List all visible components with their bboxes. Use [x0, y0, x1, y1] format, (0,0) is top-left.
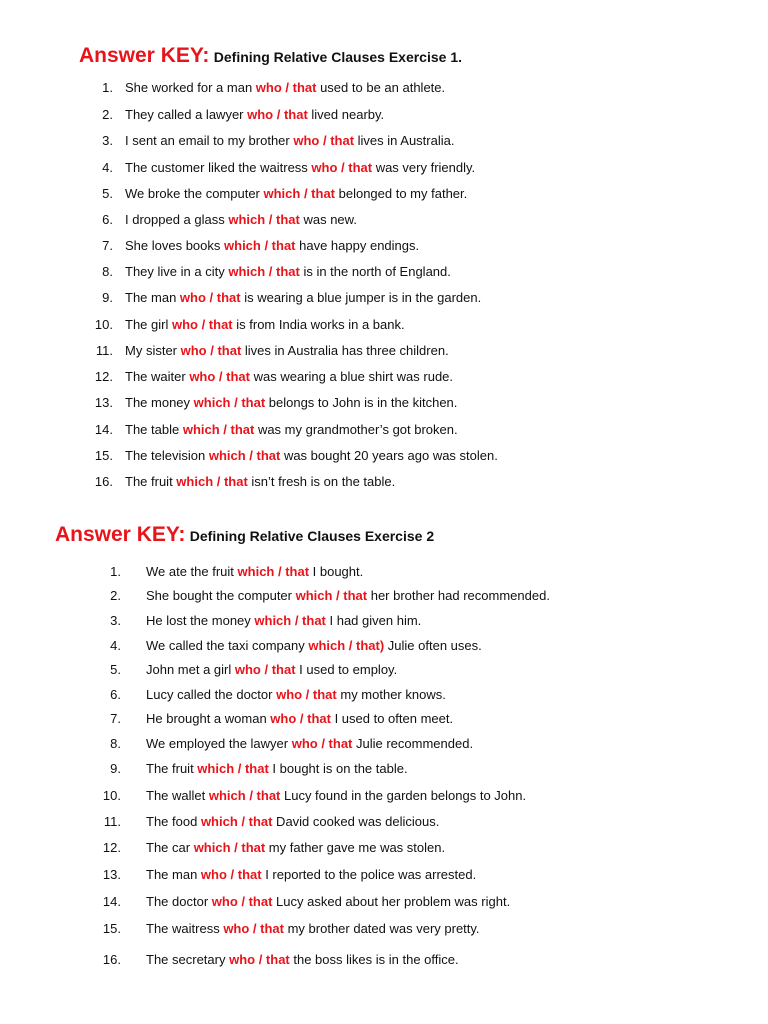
item-number: 13.: [102, 867, 121, 882]
answer-text: who / that: [211, 894, 273, 909]
sentence-end: was my grandmother’s got broken.: [254, 422, 458, 437]
answer-text: which / that: [200, 814, 273, 829]
answer-text: which / that: [228, 264, 300, 279]
answer-text: which / that: [176, 474, 248, 489]
answer-text: which / that: [197, 761, 269, 776]
sentence-end: isn’t fresh is on the table.: [247, 474, 396, 489]
answer-text: which / that: [193, 395, 266, 410]
sentence-end: is in the north of England.: [299, 264, 451, 279]
item-sentence: [146, 736, 473, 752]
sentence-start: They live in a city: [125, 264, 229, 279]
item-sentence: [146, 814, 439, 830]
item-sentence: [146, 894, 510, 910]
sentence-end: Lucy asked about her problem was right.: [272, 894, 511, 909]
answer-key-label: Answer KEY:: [79, 44, 210, 67]
sentence-start: The television: [125, 448, 209, 463]
answer-text: who / that: [200, 867, 262, 882]
answer-text: which / that: [295, 588, 368, 603]
item-sentence: [146, 921, 480, 937]
item-number: 15.: [94, 448, 113, 463]
sentence-start: The car: [146, 840, 194, 855]
answer-text: who / that: [171, 317, 233, 332]
answer-text: who / that: [179, 290, 241, 305]
item-number: 4.: [110, 638, 121, 653]
answer-text: who / that: [229, 952, 290, 967]
sentence-end: was wearing a blue shirt was rude.: [249, 369, 454, 384]
exercise2-title: Defining Relative Clauses Exercise 2: [189, 528, 435, 544]
item-sentence: [125, 343, 449, 359]
answer-text: who / that: [189, 369, 250, 384]
sentence-end: used to be an athlete.: [316, 80, 446, 95]
sentence-end: I bought.: [309, 564, 364, 579]
answer-text: which / that: [193, 840, 266, 855]
sentence-start: We called the taxi company: [146, 638, 309, 653]
item-number: 9.: [102, 290, 113, 305]
exercise2-heading: [55, 523, 434, 547]
sentence-end: my brother dated was very pretty.: [283, 921, 480, 936]
sentence-end: is wearing a blue jumper is in the garden.: [240, 290, 482, 305]
item-number: 10.: [94, 317, 113, 332]
item-sentence: [146, 638, 482, 654]
item-sentence: [125, 395, 457, 411]
sentence-start: The waiter: [125, 369, 190, 384]
item-sentence: [125, 186, 467, 202]
item-number: 8.: [110, 736, 121, 751]
item-sentence: [125, 448, 498, 464]
sentence-start: The man: [146, 867, 201, 882]
item-number: 16.: [102, 952, 121, 967]
sentence-end: her brother had recommended.: [367, 588, 550, 603]
item-number: 11.: [95, 343, 113, 358]
answer-text: who / that: [180, 343, 242, 358]
answer-text: who / that: [311, 160, 373, 175]
sentence-start: We employed the lawyer: [146, 736, 292, 751]
sentence-start: The wallet: [146, 788, 209, 803]
sentence-start: The food: [146, 814, 201, 829]
item-sentence: [146, 588, 550, 604]
sentence-end: belonged to my father.: [335, 186, 468, 201]
item-number: 12.: [94, 369, 113, 384]
sentence-start: She bought the computer: [146, 588, 296, 603]
item-sentence: [146, 613, 421, 629]
sentence-end: was very friendly.: [372, 160, 476, 175]
sentence-start: He brought a woman: [146, 711, 271, 726]
sentence-end: lives in Australia.: [354, 133, 455, 148]
item-sentence: [125, 317, 405, 333]
item-sentence: [125, 264, 451, 280]
sentence-start: He lost the money: [146, 613, 255, 628]
sentence-start: The customer liked the waitress: [125, 160, 312, 175]
item-sentence: [125, 160, 475, 176]
sentence-end: have happy endings.: [295, 238, 420, 253]
item-sentence: [146, 687, 446, 703]
answer-text: who / that: [234, 662, 296, 677]
item-number: 5.: [110, 662, 121, 677]
item-number: 12.: [102, 840, 121, 855]
sentence-start: We broke the computer: [125, 186, 264, 201]
item-number: 15.: [102, 921, 121, 936]
item-sentence: [146, 711, 453, 727]
item-sentence: [125, 133, 454, 149]
sentence-start: The table: [125, 422, 183, 437]
answer-text: which / that: [263, 186, 335, 201]
item-number: 2.: [102, 107, 113, 122]
item-number: 1.: [102, 80, 113, 95]
sentence-end: is from India works in a bank.: [232, 317, 405, 332]
sentence-start: The fruit: [125, 474, 177, 489]
answer-text: which / that: [208, 448, 281, 463]
item-sentence: [146, 788, 526, 804]
sentence-start: I sent an email to my brother: [125, 133, 294, 148]
item-sentence: [146, 564, 363, 580]
sentence-end: my father gave me was stolen.: [265, 840, 446, 855]
item-sentence: [146, 840, 445, 856]
answer-text: who / that: [270, 711, 331, 726]
answer-text: who / that: [276, 687, 337, 702]
answer-text: which / that: [254, 613, 326, 628]
item-sentence: [125, 238, 419, 254]
item-number: 14.: [102, 894, 121, 909]
item-number: 4.: [102, 160, 113, 175]
sentence-start: The fruit: [146, 761, 198, 776]
item-number: 6.: [102, 212, 113, 227]
sentence-end: my mother knows.: [336, 687, 446, 702]
sentence-end: I reported to the police was arrested.: [261, 867, 477, 882]
sentence-end: I had given him.: [325, 613, 422, 628]
item-sentence: [125, 290, 481, 306]
item-number: 7.: [102, 238, 113, 253]
answer-text: who / that: [291, 736, 353, 751]
answer-text: which / that: [182, 422, 255, 437]
item-sentence: [146, 662, 397, 678]
exercise1-heading: [79, 44, 462, 68]
sentence-start: She worked for a man: [125, 80, 256, 95]
item-number: 8.: [102, 264, 113, 279]
sentence-start: The money: [125, 395, 194, 410]
sentence-start: We ate the fruit: [146, 564, 238, 579]
answer-text: which / that: [228, 212, 300, 227]
sentence-end: lives in Australia has three children.: [241, 343, 449, 358]
item-number: 16.: [94, 474, 113, 489]
sentence-start: My sister: [125, 343, 181, 358]
sentence-start: She loves books: [125, 238, 225, 253]
answer-text: who / that: [247, 107, 308, 122]
item-number: 11.: [103, 814, 121, 829]
sentence-end: Julie recommended.: [352, 736, 474, 751]
sentence-start: The man: [125, 290, 180, 305]
item-number: 13.: [94, 395, 113, 410]
answer-text: which / that): [308, 638, 385, 653]
item-sentence: [125, 107, 384, 123]
item-sentence: [146, 761, 408, 777]
sentence-end: I used to employ.: [295, 662, 398, 677]
answer-text: who / that: [223, 921, 284, 936]
item-sentence: [125, 422, 458, 438]
item-number: 10.: [102, 788, 121, 803]
sentence-end: I used to often meet.: [330, 711, 454, 726]
answer-text: which / that: [237, 564, 310, 579]
sentence-start: The waitress: [146, 921, 224, 936]
sentence-start: Lucy called the doctor: [146, 687, 277, 702]
item-sentence: [146, 952, 459, 968]
item-number: 3.: [102, 133, 113, 148]
item-number: 14.: [94, 422, 113, 437]
sentence-end: was new.: [299, 212, 357, 227]
sentence-end: David cooked was delicious.: [272, 814, 440, 829]
answer-text: who / that: [293, 133, 355, 148]
exercise1-title: Defining Relative Clauses Exercise 1.: [213, 49, 462, 65]
sentence-end: Julie often uses.: [384, 638, 482, 653]
item-number: 5.: [102, 186, 113, 201]
sentence-start: I dropped a glass: [125, 212, 229, 227]
sentence-end: Lucy found in the garden belongs to John.: [280, 788, 527, 803]
sentence-start: They called a lawyer: [125, 107, 248, 122]
answer-text: which / that: [208, 788, 281, 803]
item-number: 1.: [110, 564, 121, 579]
item-number: 9.: [110, 761, 121, 776]
sentence-end: the boss likes is in the office.: [289, 952, 459, 967]
sentence-end: belongs to John is in the kitchen.: [265, 395, 458, 410]
item-sentence: [125, 212, 357, 228]
answer-text: which / that: [224, 238, 296, 253]
answer-text: who / that: [255, 80, 317, 95]
item-sentence: [125, 80, 445, 96]
item-number: 2.: [110, 588, 121, 603]
sentence-end: I bought is on the table.: [268, 761, 408, 776]
sentence-start: The girl: [125, 317, 172, 332]
sentence-end: lived nearby.: [307, 107, 385, 122]
item-number: 3.: [110, 613, 121, 628]
item-sentence: [125, 369, 453, 385]
sentence-start: John met a girl: [146, 662, 235, 677]
item-sentence: [146, 867, 476, 883]
item-number: 7.: [110, 711, 121, 726]
sentence-start: The doctor: [146, 894, 212, 909]
item-sentence: [125, 474, 395, 490]
item-number: 6.: [110, 687, 121, 702]
answer-key-label: Answer KEY:: [55, 523, 186, 546]
sentence-start: The secretary: [146, 952, 230, 967]
sentence-end: was bought 20 years ago was stolen.: [280, 448, 498, 463]
